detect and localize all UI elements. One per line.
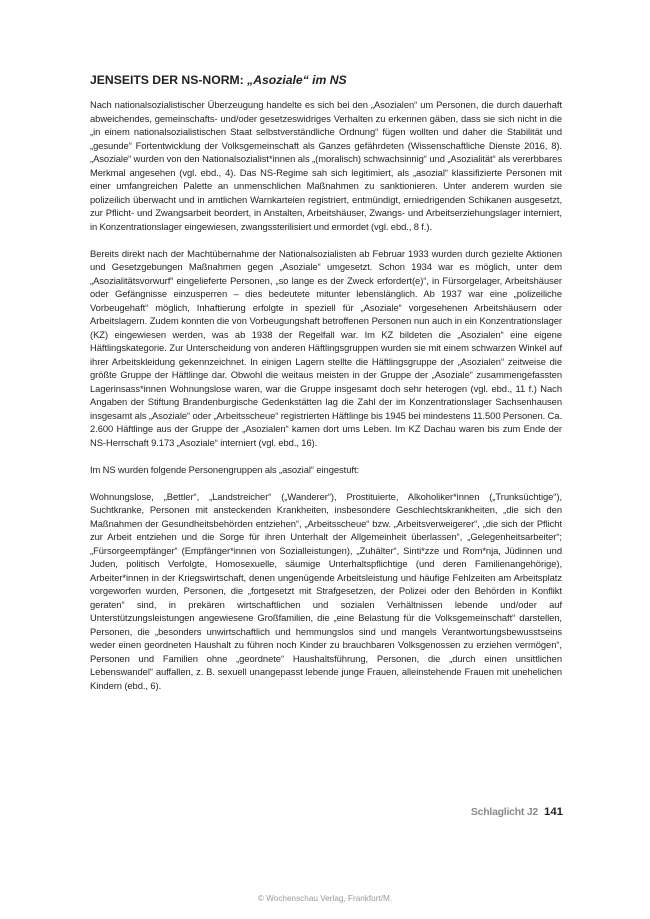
section-heading [90, 72, 560, 88]
paragraph-groups-list: Wohnungslose, „Bettler“, „Landstreicher“ („Wanderer“), Prostituierte, Alkoholiker*innen („Trunksüchtige“), Suchtkranke, Personen mit ansteckenden Krankheiten, insbesondere Geschlechtskrankheiten, „die sich den Maßnahmen der Gesundheitsbehörden entziehen“, „Arbeitsscheue“ bzw. „Arbeitsverweigerer“, „die sich der Pflicht zur Arbeit entziehen und die Sorge für ihren Unterhalt der Allgemeinheit überlassen“, „Gelegenheitsarbeiter“; „Fürsorgeempfänger“ (Empfänger*innen von Sozialleistungen), „Zuhälter“, Sinti*zze und Rom*nja, Jüdinnen und Juden, politisch Verfolgte, Homosexuelle, säumige Unterhaltspflichtige (und deren Familienangehörige), Arbeiter*innen in der Kriegswirtschaft, denen ungenügende Arbeitsleistung und häufige Fehlzeiten am Arbeitsplatz vorgeworfen wurden, Personen, die „fortgesetzt mit Strafgesetzen, der Polizei oder den Behörden in Konflikt geraten“ sind, in prekären wirtschaftlichen und sozialen Verhältnissen lebende und/oder auf Unterstützungsleistungen angewiesene Großfamilien, die „eine Belastung für die Volksgemeinschaft“ darstellen, Personen, die „besonders unwirtschaftlich und hemmungslos sind und mangels Verantwortungsbewusstseins weder einen geordneten Haushalt zu führen noch Kinder zu brauchbaren Volksgenossen zu erziehen vermögen“, Personen und Familien ohne „geordnete“ Haushaltsführung, Personen, die „durch einen unsittlichen Lebenswandel“ auffallen, z. B. sexuell unangepasst lebende junge Frauen, alleinstehende Frauen mit unehelichen Kindern (ebd., 6). [90, 490, 562, 691]
page-number: 141 [544, 806, 564, 818]
section-heading-emphasis: „Asoziale“ im NS [247, 73, 347, 87]
body-text [90, 98, 562, 692]
paragraph-definition: Nach nationalsozialistischer Überzeugung handelte es sich bei den „Asozialen“ um Personen, die durch dauerhaft abweichendes, gemeinschafts- und/oder gesetzeswidriges Verhalten zu erkennen gäben, dass sie sich nicht in die „in einem nationalsozialistischen Staat selbstverständliche Ordnung“ fügen wollten und daher die Stabilität und „gesunde“ Fortentwicklung der Volksgemeinschaft als Ganzes gefährdeten (Wissenschaftliche Dienste 2016, 8). „Asoziale“ wurden von den Nationalsozialist*innen als „(moralisch) schwachsinnig“ und „Asozialität“ als vererbbares Merkmal angesehen (vgl. ebd., 4). Das NS-Regime sah sich legitimiert, als „asozial“ klassifizierte Personen mit einer umfangreichen Palette an unmenschlichen Maßnahmen zu sanktionieren. Unter anderem wurden sie polizeilich überwacht und in amtlichen Warnkarteien registriert, entmündigt, erniedrigenden Schikanen ausgesetzt, zur Pflicht- und Zwangsarbeit beordert, in Anstalten, Arbeitshäuser, Zwangs- und Arbeitserziehungslager interniert, in Konzentrationslager eingewiesen, zwangssterilisiert und ermordet (vgl. ebd., 8 f.). [90, 99, 562, 232]
copyright-notice: © Wochenschau Verlag, Frankfurt/M. [257, 894, 393, 903]
paragraph-history: Bereits direkt nach der Machtübernahme der Nationalsozialisten ab Februar 1933 wurden durch gezielte Aktionen und Gesetzgebungen Maßnahmen gegen „Asoziale“ umgesetzt. Schon 1934 war es möglich, unter dem „Asozialitätsvorwurf“ eingelieferte Personen, „so lange es der Zweck erfordert(e)“, in Fürsorgelager, Arbeitshäuser oder Gefängnisse einzusperren – dies bedeutete mitunter lebenslänglich. Ab 1937 war eine „polizeiliche Vorbeugehaft“ möglich, Inhaftierung erfolgte in speziell für „Asoziale“ vorgesehenen Arbeitshäusern oder Arbeitslagern. Zudem konnten die von Vorbeugungshaft betroffenen Personen nun auch in ein Konzentrationslager (KZ) eingewiesen werden, was ab 1938 der Regelfall war. Im KZ bildeten die „Asozialen“ eine eigene Häftlingskategorie. Zur Unterscheidung von anderen Häftlingsgruppen wurden sie mit einem schwarzen Winkel auf ihrer Arbeitskleidung gekennzeichnet. In einigen Lagern stellte die Häftlingsgruppe der „Asozialen“ zeitweise die größte Gruppe der Häftlinge dar. Obwohl die weitaus meisten in der Gruppe der „Asoziale“ zusammengefassten Lagerinsass*innen Wohnungslose waren, war die Gruppe insgesamt doch sehr heterogen (vgl. ebd., 11 f.) Nach Angaben der Stiftung Brandenburgische Gedenkstätten lag die Zahl der im Konzentrationslager Sachsenhausen insgesamt als „Asoziale“ oder „Arbeitsscheue“ registrierten Häftlinge bis 1945 bei mindestens 11.500 Personen. Ca. 2.600 Häftlinge aus der Gruppe der „Asozialen“ kamen dort ums Leben. Im KZ Dachau waren bis zum Ende der NS-Herrschaft 9.173 „Asoziale“ interniert (vgl. ebd., 16). [90, 247, 562, 448]
section-heading-main: JENSEITS DER NS-NORM: [90, 73, 248, 87]
running-footer-label: Schlaglicht J2 [470, 807, 538, 818]
paragraph-list-intro: Im NS wurden folgende Personengruppen als „asozial“ eingestuft: [90, 463, 360, 475]
